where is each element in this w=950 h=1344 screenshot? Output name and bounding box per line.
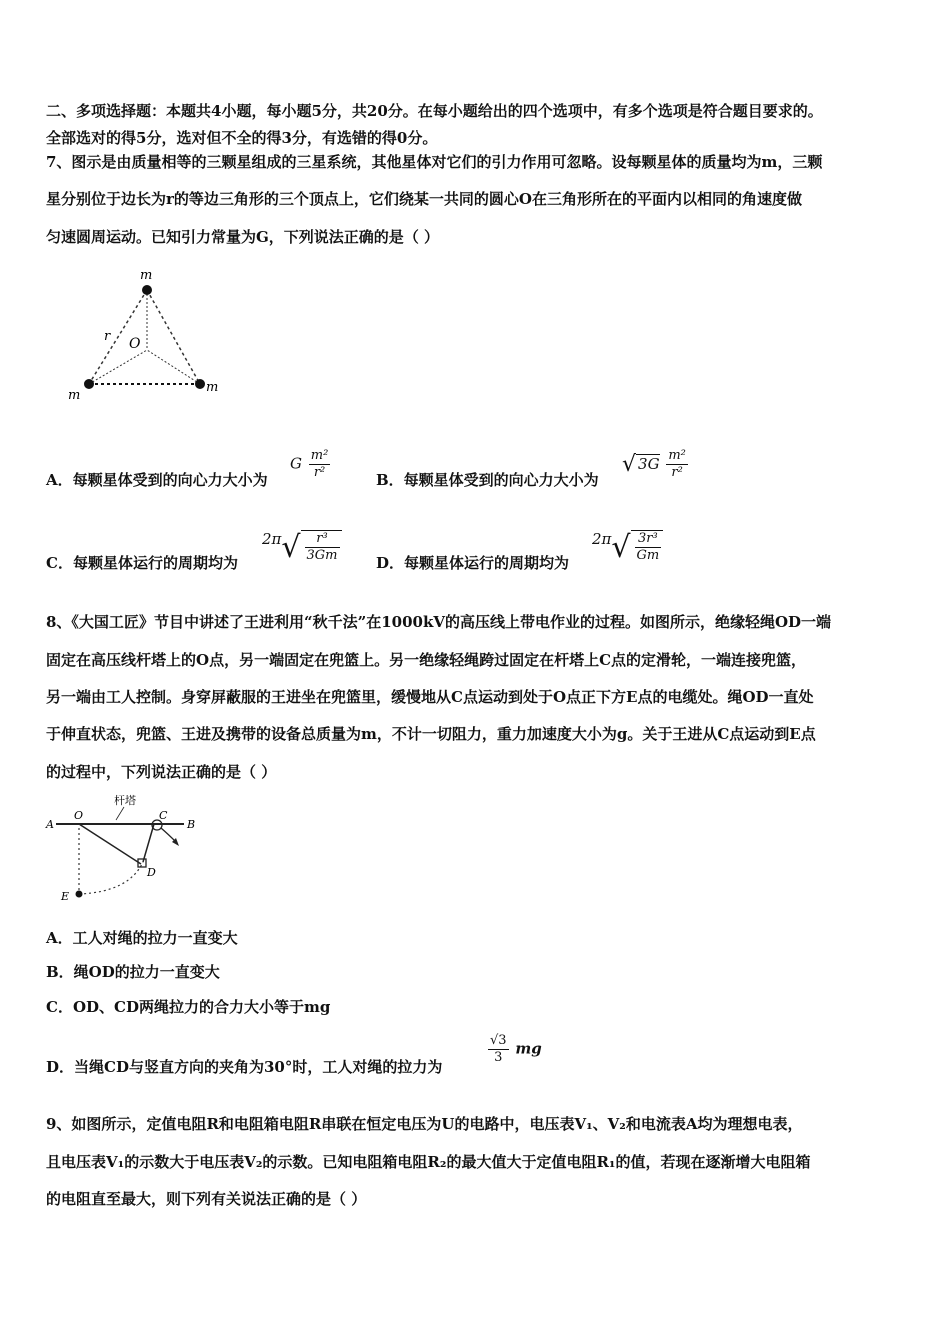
q8-stem-line-2: 固定在高压线杆塔上的O点，另一端固定在兜篮上。另一绝缘轻绳跨过固定在杆塔上C点的定滑轮，一端连接兜篮，: [46, 651, 807, 669]
q7-option-d-formula: 2π√ $\frac{\text{3r³}}{Gm}$: [592, 530, 663, 565]
q7-label-center: O: [129, 336, 141, 352]
q8-label-o: O: [74, 809, 84, 822]
section-header-line-1: 二、多项选择题：本题共4小题，每小题5分，共20分。在每小题给出的四个选项中，有多个选项是符合题目要求的。: [46, 102, 823, 120]
q8-stem-line-1: 8、《大国工匠》节目中讲述了王进利用“秋千法”在1000kV的高压线上带电作业的过程。如图所示，绝缘轻绳OD一端: [46, 613, 832, 631]
q7-label-side: r: [104, 329, 111, 344]
q8-label-tower: 杆塔: [114, 794, 136, 807]
q9-stem-line-2: 且电压表V₁的示数大于电压表V₂的示数。已知电阻箱电阻R₂的最大值大于定值电阻R₁的值，若现在逐渐增大电阻箱: [46, 1153, 811, 1171]
q8-option-b: B．绳OD的拉力一直变大: [46, 963, 220, 981]
q8-stem-line-5: 的过程中，下列说法正确的是（ ）: [46, 763, 277, 781]
q8-option-a: A．工人对绳的拉力一直变大: [46, 929, 238, 947]
q7-label-top: m: [140, 268, 153, 283]
q8-stem-line-3: 另一端由工人控制。身穿屏蔽服的王进坐在兜篮里，缓慢地从C点运动到处于O点正下方E点的电缆处。绳OD一直处: [46, 688, 814, 706]
q7-option-c: C．每颗星体运行的周期均为: [46, 554, 238, 572]
q7-stem-line-2: 星分别位于边长为r的等边三角形的三个顶点上，它们绕某一共同的圆心O在三角形所在的平面内以相同的角速度做: [46, 190, 802, 208]
q8-label-a: A: [46, 818, 54, 831]
q8-label-d: D: [147, 866, 156, 879]
q7-stem-line-1: 7、图示是由质量相等的三颗星组成的三星系统，其他星体对它们的引力作用可忽略。设每颗星体的质量均为m，三颗: [46, 153, 823, 171]
q8-label-b: B: [187, 818, 196, 831]
q7-option-b: B．每颗星体受到的向心力大小为: [376, 471, 599, 489]
q9-stem-line-1: 9、如图所示，定值电阻R和电阻箱电阻R串联在恒定电压为U的电路中，电压表V₁、V₂和电流表A均为理想电表，: [46, 1115, 803, 1133]
q7-label-right: m: [206, 380, 219, 395]
q8-option-c: C．OD、CD两绳拉力的合力大小等于mg: [46, 998, 331, 1016]
q8-option-d-formula: $\frac{√3}{3}$ mg: [490, 1033, 542, 1065]
q7-triangle-figure: [62, 262, 232, 412]
section-header-line-2: 全部选对的得5分，选对但不全的得3分，有选错的得0分。: [46, 129, 438, 147]
q8-option-d: D．当绳CD与竖直方向的夹角为30°时，工人对绳的拉力为: [46, 1058, 443, 1076]
q8-label-c: C: [159, 809, 168, 822]
q8-tower-figure: [44, 792, 214, 907]
q8-label-e: E: [61, 890, 70, 903]
q7-option-b-formula: √ 3G $\frac{\text{m²}}{\text{r²}}$: [622, 448, 686, 480]
q7-option-a-formula: G $\frac{\text{m²}}{\text{r²}}$: [290, 448, 329, 480]
q8-stem-line-4: 于伸直状态，兜篮、王进及携带的设备总质量为m，不计一切阻力，重力加速度大小为g。关于王进从C点运动到E点: [46, 725, 816, 743]
q7-option-a: A．每颗星体受到的向心力大小为: [46, 471, 268, 489]
q7-option-d: D．每颗星体运行的周期均为: [376, 554, 570, 572]
q9-stem-line-3: 的电阻直至最大，则下列有关说法正确的是（ ）: [46, 1190, 367, 1208]
q7-option-c-formula: 2π√ $\frac{\text{r³}}{3Gm}$: [262, 530, 342, 565]
q7-stem-line-3: 匀速圆周运动。已知引力常量为G，下列说法正确的是（ ）: [46, 228, 440, 246]
q7-label-left: m: [68, 388, 81, 403]
